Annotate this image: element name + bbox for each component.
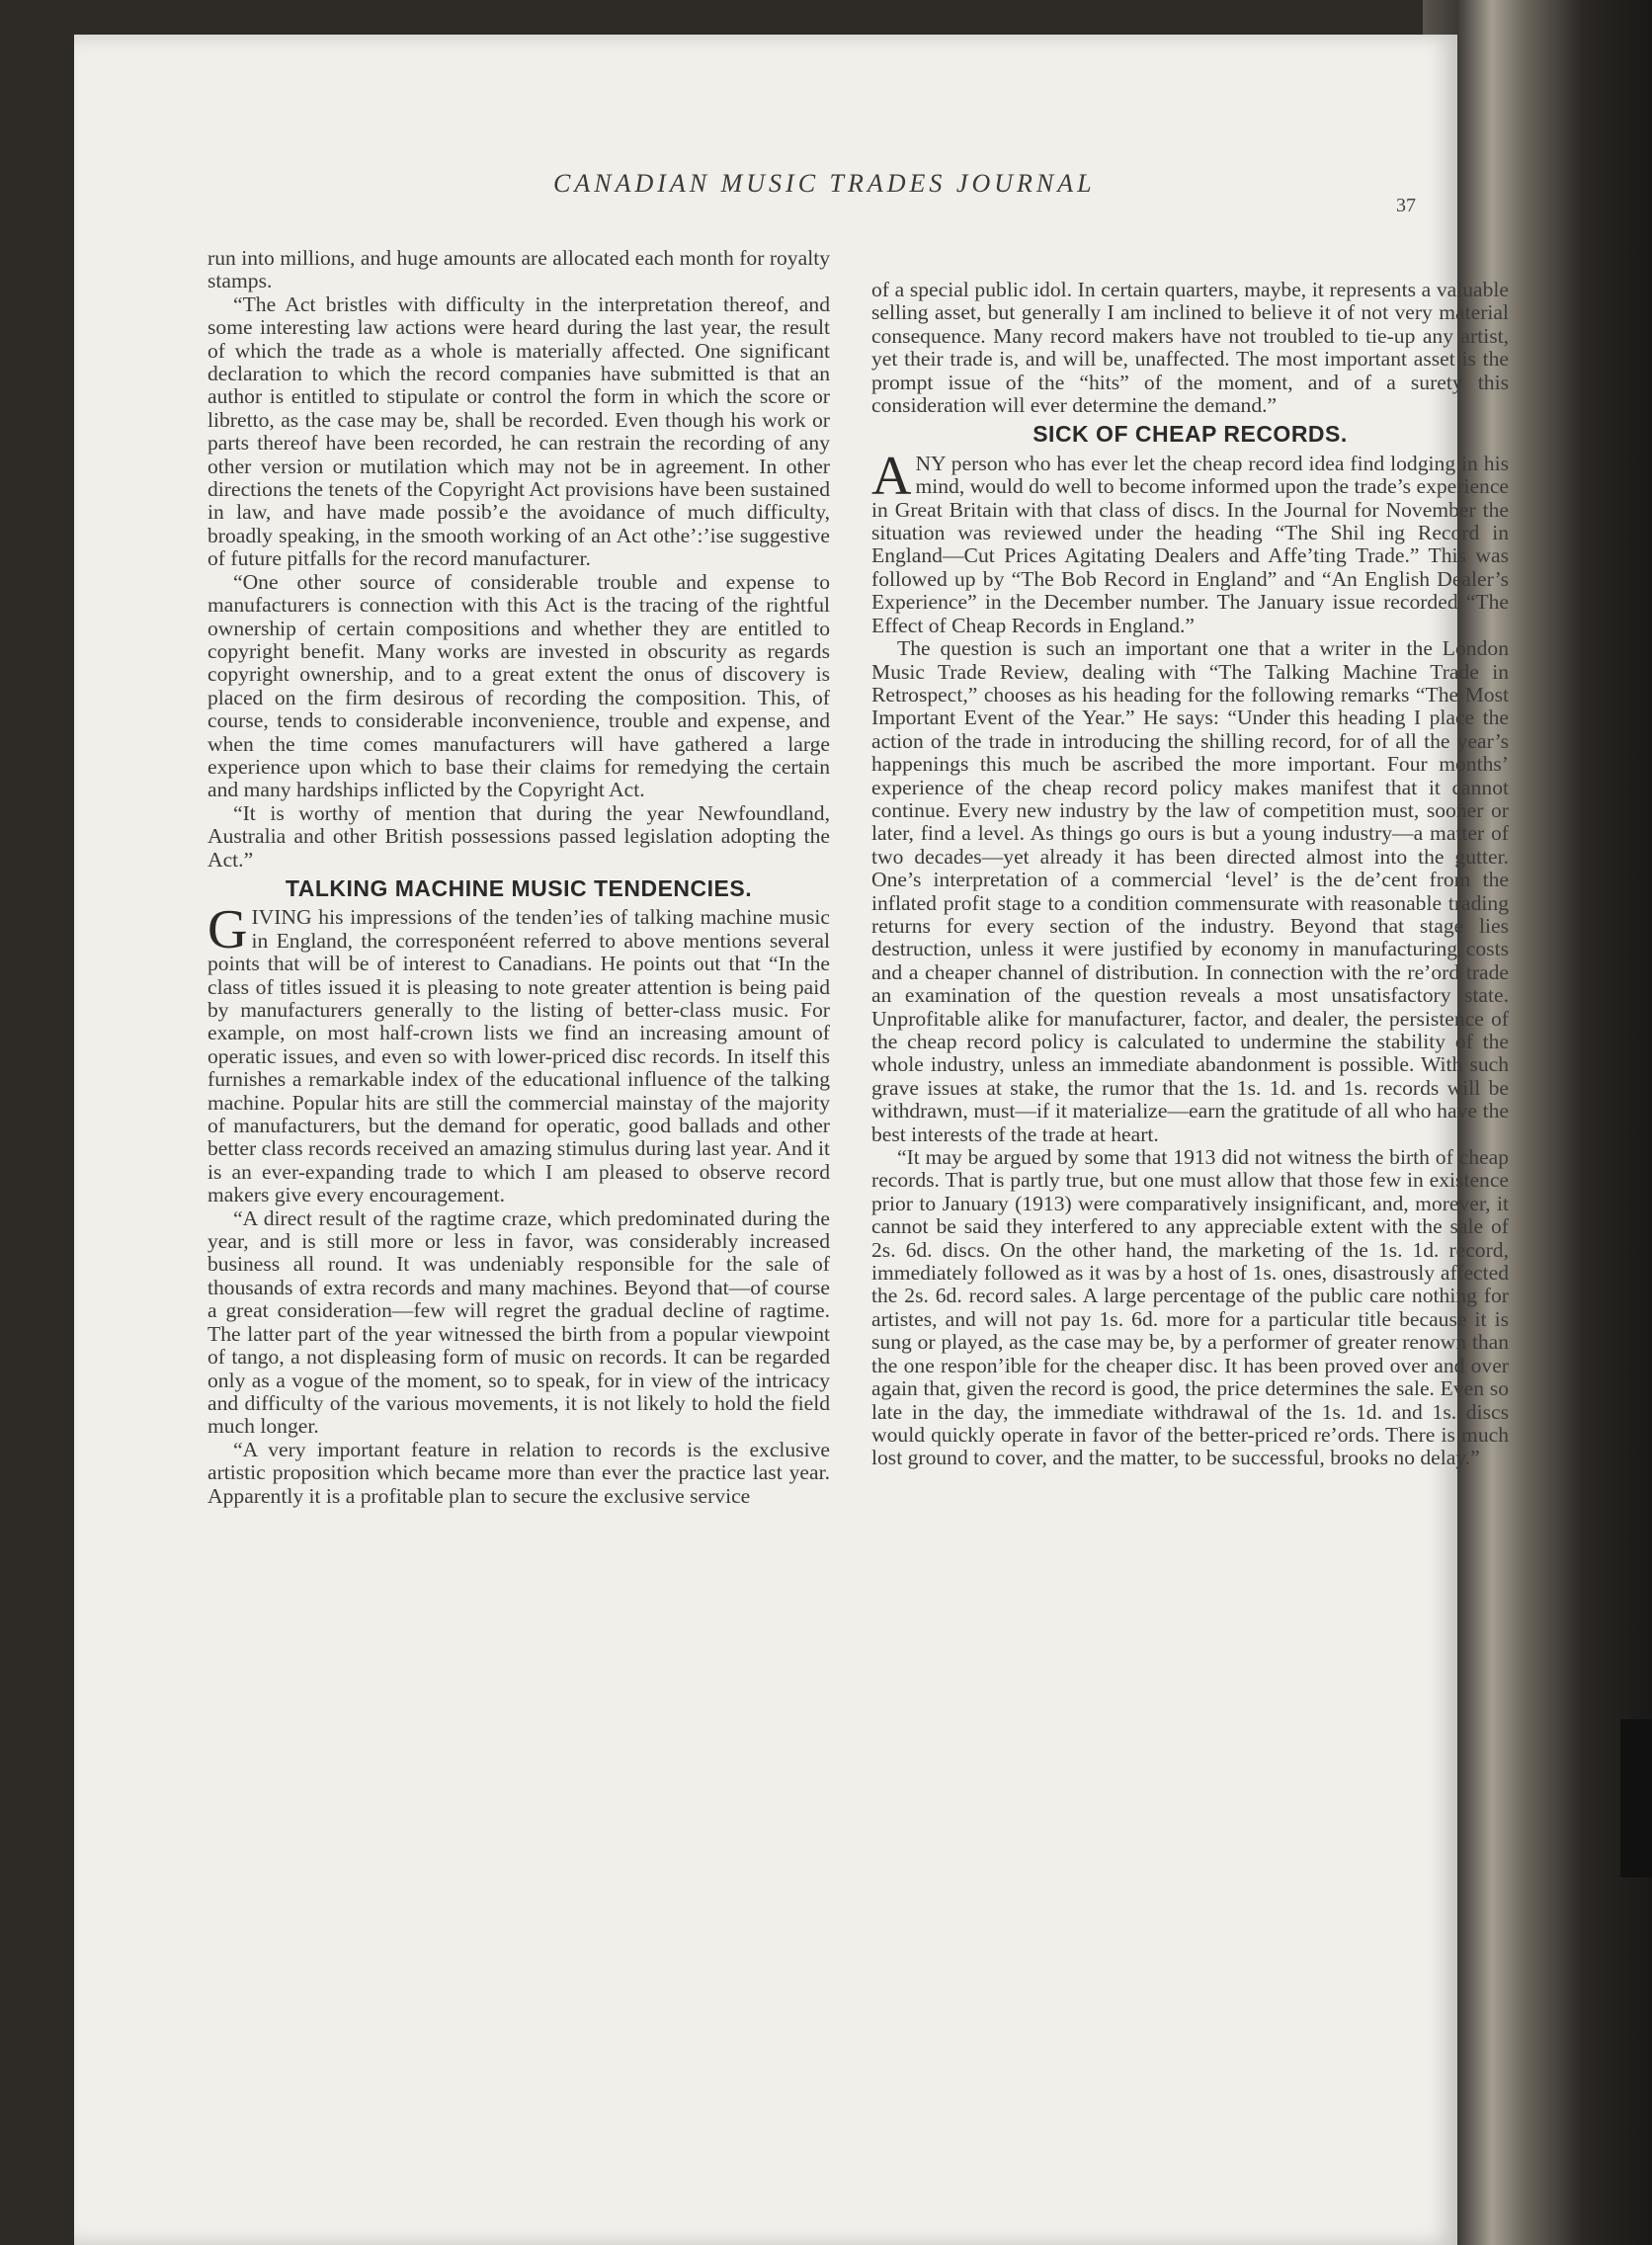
- paragraph: “A direct result of the ragtime craze, which predominated during the year, and is still more or less in favor, was considerably increased business all round. It was undeniably responsible for the sale of thousands of extra records and many machines. Beyond that—of course a great consideration—few will regret the gradual decline of ragtime. The latter part of the year witnessed the birth from a popular viewpoint of tango, a not displeasing form of music on records. It can be regarded only as a vogue of the moment, so to speak, for in view of the intricacy and difficulty of the various movements, it is not likely to hold the field much longer.: [207, 1206, 830, 1439]
- paragraph: “One other source of considerable trouble and expense to manufacturers is connection with this Act is the tracing of the rightful ownership of certain compositions and whether they are entitled to copyright benefit. Many works are invested in obscurity as regards copyright ownership, and to a great extent the onus of discovery is placed on the firm desirous of recording the composition. This, of course, tends to considerable inconvenience, trouble and expense, and when the time comes manufacturers will have gathered a large experience upon which to base their claims for remedying the certain and many hardships inflicted by the Copyright Act.: [207, 569, 830, 802]
- paragraph: “A very important feature in relation to records is the exclusive artistic proposition which became more than ever the practice last year. Apparently it is a profitable plan to secure the exclusive service: [207, 1437, 830, 1508]
- paragraph-text: IVING his impressions of the tenden’ies of talking machine music in England, the corresponéent referred to above mentions several points that will be of interest to Canadians. He points out that “In the class of titles issued it is pleasing to note greater attention is being paid by manufacturers generally to the listing of better-class music. For example, on most half-crown lists we find an increasing amount of operatic issues, and even so with lower-priced disc records. In itself this furnishes a remarkable index of the educational influence of the talking machine. Popular hits are still the commercial mainstay of the majority of manufacturers, but the demand for operatic, good ballads and other better class records received an amazing stimulus during last year. And it is an ever-expanding trade to which I am pleased to observe record makers give every encouragement.: [207, 905, 830, 1207]
- paragraph: “It is worthy of mention that during the year Newfoundland, Australia and other British possessions passed legislation adopting the Act.”: [207, 800, 830, 872]
- drop-cap: A: [871, 445, 912, 507]
- right-column: [871, 279, 1509, 1470]
- left-column: [207, 247, 830, 1508]
- journal-masthead: CANADIAN MUSIC TRADES JOURNAL: [553, 169, 1096, 198]
- paragraph: “The Act bristles with difficulty in the interpretation thereof, and some interesting law actions were heard during the last year, the result of which the trade as a whole is materially affected. One significant declaration to which the record companies have submitted is that an author is entitled to stipulate or control the form in which the score or libretto, as the case may be, shall be recorded. Even though his work or parts thereof have been recorded, he can restrain the recording of any other version or mutilation which may not be in agreement. In other directions the tenets of the Copyright Act provisions have been sustained in law, and have made possib’e the avoidance of much difficulty, broadly speaking, in the smooth working of an Act othe’:’ise suggestive of future pitfalls for the record manufacturer.: [207, 291, 830, 571]
- paragraph: of a special public idol. In certain quarters, maybe, it represents a valuable selling asset, but generally I am inclined to believe it of not very material consequence. Many record makers have not troubled to tie-up any artist, yet their trade is, and will be, unaffected. The most important asset is the prompt issue of the “hits” of the moment, and of a surety this consideration will ever determine the demand.”: [871, 278, 1509, 418]
- paragraph: The question is such an important one that a writer in the London Music Trade Review, dealing with “The Talking Machine Trade in Retrospect,” chooses as his heading for the following remarks “The Most Important Event of the Year.” He says: “Under this heading I place the action of the trade in introducing the shilling record, for of all the year’s happenings this much be ascribed the more important. Four months’ experience of the cheap record policy makes manifest that it cannot continue. Every new industry by the law of competition must, sooner or later, find a level. As things go ours is but a young industry—a matter of two decades—yet already it has been directed almost into the gutter. One’s interpretation of a commercial ‘level’ is the de’cent from the inflated profit stage to a condition commensurate with reasonable trading returns for every section of the industry. Beyond that stage lies destruction, unless it were justified by economy in manufacturing costs and a cheaper channel of distribution. In connection with the re’ord trade an examination of the question reveals a most unsatisfactory state. Unprofitable alike for manufacturer, factor, and dealer, the persistence of the cheap record policy is calculated to undermine the stability of the whole industry, unless an immediate abandonment is possible. With such grave issues at stake, the rumor that the 1s. 1d. and 1s. records will be withdrawn, must—if it materialize—earn the gratitude of all who have the best interests of the trade at heart.: [871, 636, 1509, 1146]
- drop-cap: G: [207, 899, 248, 961]
- scan-border: [1620, 1719, 1652, 1877]
- paragraph: run into millions, and huge amounts are allocated each month for royalty stamps.: [207, 246, 830, 293]
- paragraph-text: NY person who has ever let the cheap record idea find lodging in his mind, would do well to become informed upon the trade’s experience in Great Britain with that class of discs. In the Journal for November the situation was reviewed under the heading “The Shil ing Record in England—Cut Prices Agitating Dealers and Affe’ting Trade.” This was followed up by “The Bob Record in England” and “An English Dealer’s Experience” in the December number. The January issue recorded “The Effect of Cheap Records in England.”: [871, 451, 1509, 637]
- paragraph: [871, 445, 1509, 637]
- section-heading: SICK OF CHEAP RECORDS.: [1032, 421, 1348, 448]
- section-heading: TALKING MACHINE MUSIC TENDENCIES.: [285, 874, 753, 901]
- paragraph: [207, 899, 830, 1207]
- page-number: 37: [1396, 195, 1416, 216]
- paragraph: “It may be argued by some that 1913 did not witness the birth of cheap records. That is partly true, but one must allow that those few in existence prior to January (1913) were comparatively insignificant, and, morever, it cannot be said they interfered to any appreciable extent with the sale of 2s. 6d. discs. On the other hand, the marketing of the 1s. 1d. record, immediately followed as it was by a host of 1s. ones, disastrously affected the 2s. 6d. record sales. A large percentage of the public care nothing for artistes, and will not pay 1s. 6d. more for a particular title because it is sung or played, as the case may be, by a performer of greater renown than the one respon’ible for the cheaper disc. It has been proved over and over again that, given the record is good, the price determines the sale. Even so late in the day, the immediate withdrawal of the 1s. 1d. and 1s. discs would quickly operate in favor of the better-priced re’ords. There is much lost ground to cover, and the matter, to be successful, brooks no delay.”: [871, 1145, 1509, 1470]
